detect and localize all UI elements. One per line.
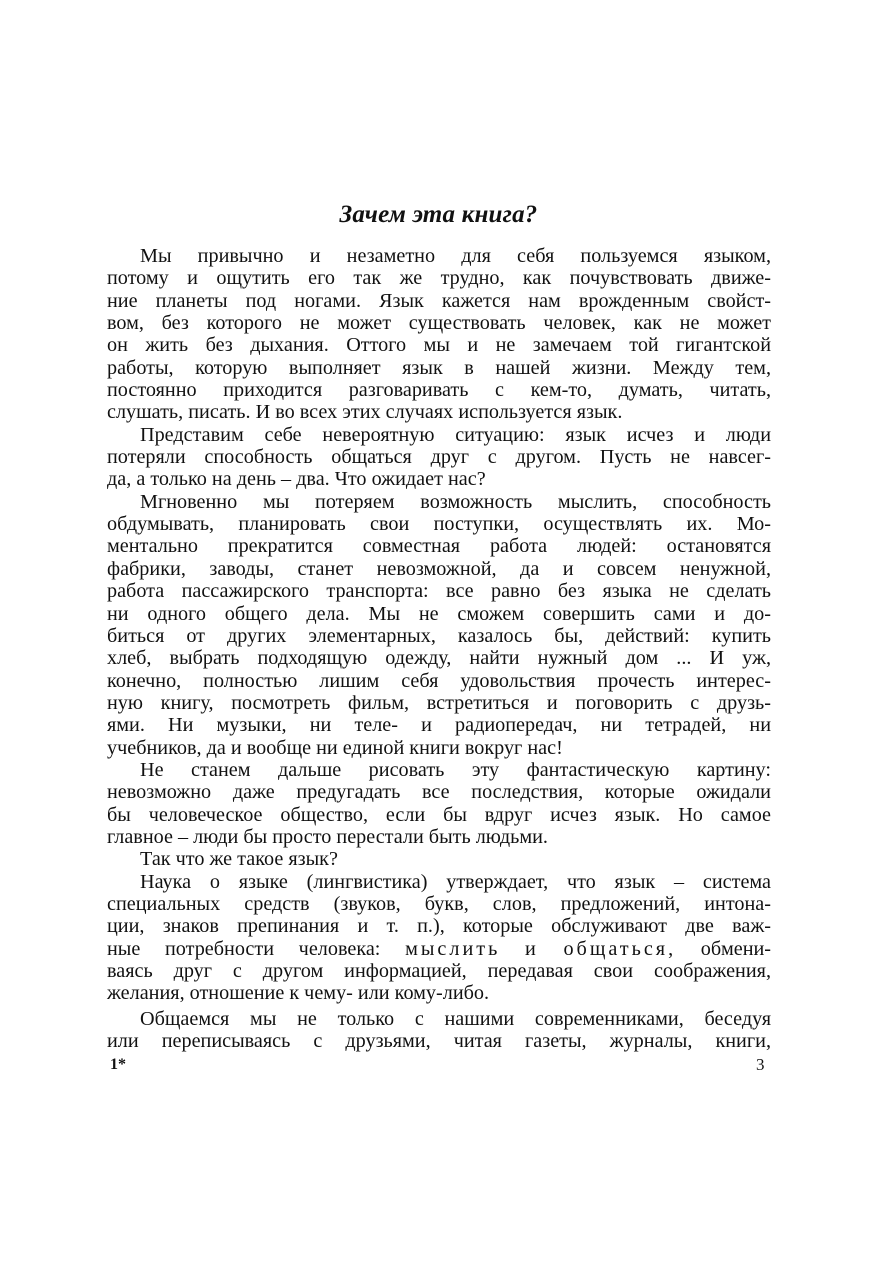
text-line: потому и ощутить его так же трудно, как почувствовать движе- [107, 267, 771, 290]
text-line: работы, которую выполняет язык в нашей жизни. Между тем, [107, 356, 771, 379]
text-line: ментально прекратится совместная работа людей: остановятся [107, 535, 771, 558]
text-line: Так что же такое язык? [140, 848, 338, 871]
text-line: обдумывать, планировать свои поступки, осуществлять их. Мо- [107, 513, 771, 536]
text-line: хлеб, выбрать подходящую одежду, найти нужный дом ... И уж, [107, 647, 771, 670]
text-line: Не станем дальше рисовать эту фантастическую картину: [140, 758, 771, 781]
emphasis-word: мыслить [405, 937, 501, 960]
body-text [107, 245, 771, 1052]
text-line: конечно, полностью лишим себя удовольствия прочесть интерес- [107, 669, 771, 692]
text-line: или переписываясь с друзьями, читая газеты, журналы, книги, [107, 1030, 771, 1053]
text-line: Мгновенно мы потеряем возможность мыслить, способность [140, 490, 771, 513]
text-fragment: обмени- [700, 937, 772, 960]
text-line: желания, отношение к чему- или кому-либо. [107, 982, 490, 1005]
text-line: да, а только на день – два. Что ожидает нас? [107, 468, 486, 491]
text-line: он жить без дыхания. Оттого мы и не замечаем той гигантской [107, 334, 771, 357]
text-line: биться от других элементарных, казалось бы, действий: купить [107, 624, 771, 647]
emphasis-word: общаться, [563, 937, 677, 960]
text-line: Мы привычно и незаметно для себя пользуемся языком, [140, 245, 771, 267]
signature-mark: 1* [110, 1056, 126, 1073]
text-line: ни одного общего дела. Мы не сможем совершить сами и до- [107, 602, 771, 625]
text-line: ние планеты под ногами. Язык кажется нам врожденным свойст- [107, 289, 771, 312]
text-line: слушать, писать. И во всех этих случаях используется язык. [107, 401, 623, 424]
text-line: ваясь друг с другом информацией, передавая свои соображения, [107, 960, 771, 982]
text-line: бы человеческое общество, если бы вдруг исчез язык. Но самое [107, 803, 771, 826]
text-line: работа пассажирского транспорта: все равно без языка не сделать [107, 580, 771, 603]
text-line [107, 938, 771, 960]
text-line: потеряли способность общаться друг с другом. Пусть не навсег- [107, 446, 771, 469]
text-line: Наука о языке (лингвистика) утверждает, что язык – система [140, 870, 771, 893]
page-number: 3 [756, 1055, 765, 1074]
text-line: ции, знаков препинания и т. п.), которые обслуживают две важ- [107, 915, 771, 938]
text-line: постоянно приходится разговаривать с кем-то, думать, читать, [107, 379, 771, 402]
text-line: главное – люди бы просто перестали быть людьми. [107, 825, 548, 848]
text-line: невозможно даже предугадать все последствия, которые ожидали [107, 781, 771, 804]
page-title: Зачем эта книга? [339, 201, 538, 228]
emphasis-word: и [524, 937, 539, 960]
text-line: фабрики, заводы, станет невозможной, да и совсем ненужной, [107, 557, 771, 580]
text-line: вом, без которого не может существовать человек, как не может [107, 312, 771, 335]
text-fragment: ные потребности человека: [107, 937, 381, 960]
text-line: ную книгу, посмотреть фильм, встретиться и поговорить с друзь- [107, 691, 771, 714]
text-line: Представим себе невероятную ситуацию: язык исчез и люди [140, 423, 771, 446]
text-line: специальных средств (звуков, букв, слов, предложений, интона- [107, 892, 771, 915]
text-line: учебников, да и вообще ни единой книги вокруг нас! [107, 736, 563, 759]
text-line: Общаемся мы не только с нашими современниками, беседуя [140, 1007, 771, 1030]
text-line: ями. Ни музыки, ни теле- и радиопередач, ни тетрадей, ни [107, 714, 771, 737]
